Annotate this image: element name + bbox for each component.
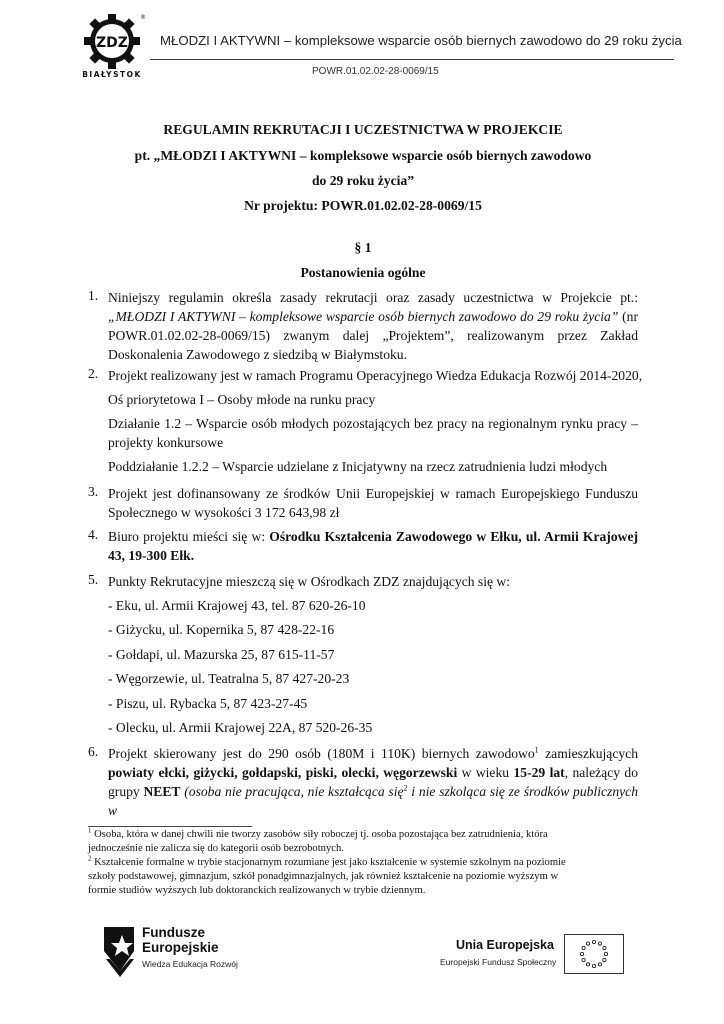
section-title: Postanowienia ogólne [300,265,426,280]
recruitment-point: - Olecku, ul. Armii Krajowej 22A, 87 520-26-35 [108,720,373,735]
recruitment-point: - Węgorzewie, ul. Teatralna 5, 87 427-20-23 [108,671,350,686]
fe-name: Fundusze Europejskie [142,925,219,955]
item-1-number: 1. [88,288,99,303]
item-6-number: 6. [88,744,99,759]
item-4-text: Biuro projektu mieści się w: Ośrodku Kształcenia Zawodowego w Ełku, ul. Armii Krajowej 43, 19-300 Ełk. [108,529,639,563]
ue-subtitle: Europejski Fundusz Społeczny [440,957,557,967]
document-title: REGULAMIN REKRUTACJI I UCZESTNICTWA W PROJEKCIE [163,122,563,137]
recruitment-point: - Gołdapi, ul. Mazurska 25, 87 615-11-57 [108,647,335,662]
item-2-axis: Oś priorytetowa I – Osoby młode na runku pracy [108,392,376,407]
footnote-1: $^1$ Osoba, która w danej chwili nie tworzy zasobów siły roboczej tj. osoba pozostająca bez zatrudnienia, która jednocześnie nie zalicza się do kategorii osób bezrobotnych. [88,826,548,854]
fe-star-icon [100,921,140,979]
fundusze-europejskie-logo [100,919,250,981]
item-2-measure: Działanie 1.2 – Wsparcie osób młodych pozostających bez pracy na regionalnym rynku pracy – projekty konkursowe [108,416,638,450]
item-3-text: Projekt jest dofinansowany ze środków Unii Europejskiej w ramach Europejskiego Funduszu Społecznego w wysokości 3 172 643,98 zł [108,486,638,520]
fe-subtitle: Wiedza Edukacja Rozwój [142,959,238,969]
ue-name: Unia Europejska [456,938,554,952]
footnote-2: $^2$ Kształcenie formalne w trybie stacjonarnym rozumiane jest jako kształcenie w systemie szkolnym na poziomie szkoły podstawowej, gimnazjum, szkół ponadgimnazjalnych, jak również kształcenie na poziomie wyższym w formie studiów wyższych lub doktoranckich realizowanych w trybie dziennym. [88,854,566,896]
item-2-text: Projekt realizowany jest w ramach Programu Operacyjnego Wiedza Edukacja Rozwój 2014-2020, [108,368,643,383]
item-3-number: 3. [88,484,99,499]
svg-text:ZDZ: ZDZ [96,35,128,51]
item-4-number: 4. [88,527,99,542]
header-project-code: POWR.01.02.02-28-0069/15 [312,66,439,77]
item-5-number: 5. [88,572,99,587]
logo-city: BIAŁYSTOK [82,70,142,79]
document-subtitle-cont: do 29 roku życia” [311,173,415,188]
document-subtitle: pt. „MŁODZI I AKTYWNI – kompleksowe wsparcie osób biernych zawodowo [134,148,592,163]
section-mark: § 1 [354,240,372,255]
header-divider [150,59,674,60]
header-title: MŁODZI I AKTYWNI – kompleksowe wsparcie osób biernych zawodowo do 29 roku życia [160,33,682,48]
item-5-text: Punkty Rekrutacyjne mieszczą się w Ośrodkach ZDZ znajdujących się w: [108,574,511,589]
gear-icon [76,14,148,70]
eu-flag-icon [564,934,624,974]
item-2-number: 2. [88,366,99,381]
item-1-text: Niniejszy regulamin określa zasady rekrutacji oraz zasady uczestnictwa w Projekcie pt.: „MŁODZI I AKTYWNI – kompleksowe wsparcie osób biernych zawodowo do 29 roku życia” (nr POWR.01.02.02-28-0069/15) zwanym dalej „Projektem”, realizowanym przez Zakład Doskonalenia Zawodowego z siedzibą w Białymstoku. [108,290,639,362]
registered-mark: ® [140,14,146,21]
recruitment-point: - Piszu, ul. Rybacka 5, 87 423-27-45 [108,696,308,711]
item-6-text: Projekt skierowany jest do 290 osób (180M i 110K) biernych zawodowo$^1$ zamieszkujących powiaty ełcki, giżycki, gołdapski, piski, olecki, węgorzewski w wieku 15-29 lat, należący do grupy NEET (osoba nie pracująca, nie kształcąca się$^2$ i nie szkoląca się ze środków publicznych w [108,745,639,818]
item-2-submeasure: Poddziałanie 1.2.2 – Wsparcie udzielane z Inicjatywny na rzecz zatrudnienia ludzi młodych [108,459,608,474]
recruitment-point: - Eku, ul. Armii Krajowej 43, tel. 87 620-26-10 [108,598,366,613]
recruitment-point: - Giżycku, ul. Kopernika 5, 87 428-22-16 [108,622,335,637]
zdz-logo [76,14,148,78]
project-number: Nr projektu: POWR.01.02.02-28-0069/15 [244,198,482,213]
footnote-divider [88,826,252,827]
